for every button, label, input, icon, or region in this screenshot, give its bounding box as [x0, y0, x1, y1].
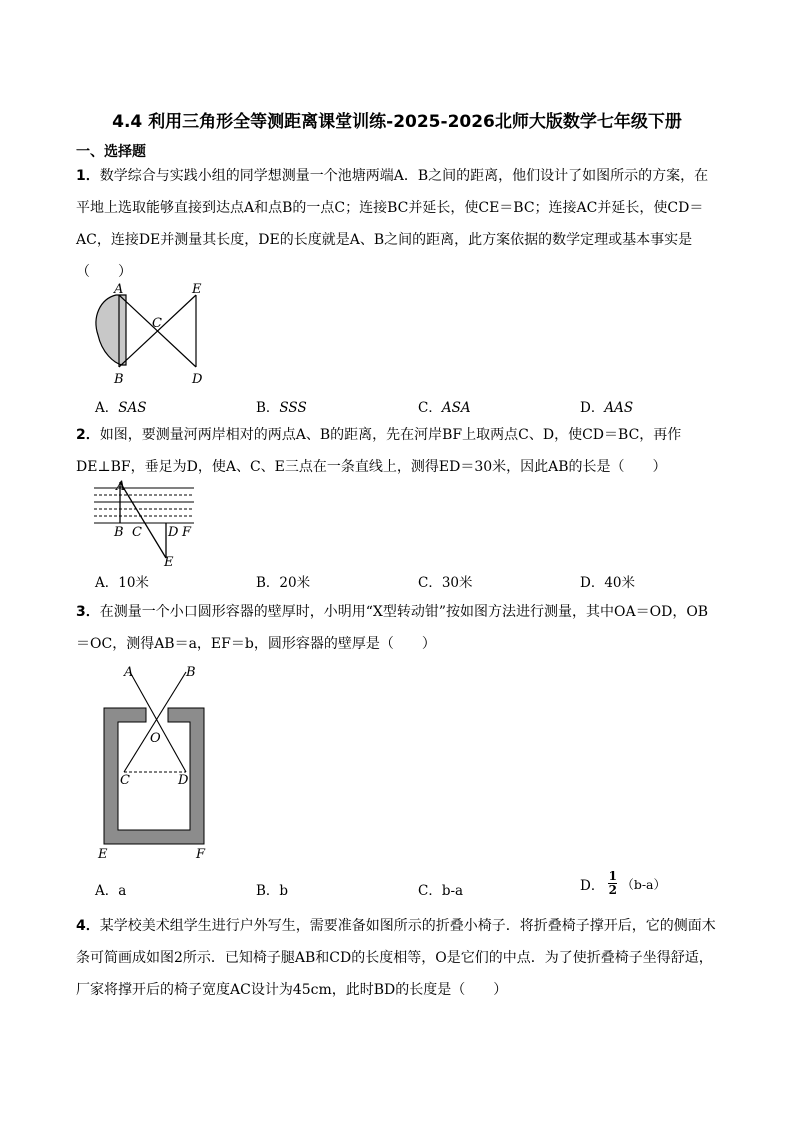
- q1-label-e: E: [192, 283, 202, 297]
- question-4-body: 某学校美术组学生进行户外写生，需要准备如图所示的折叠小椅子．将折叠椅子撑开后，它的侧面木条可简画成如图2所示．已知椅子腿AB和CD的长度相等，O是它们的中点．为了使折叠椅子坐得舒适，厂家将撑开后的椅子宽度AC设计为45cm，此时BD的长度是（ ）: [76, 918, 716, 998]
- q2-option-a[interactable]: A．10米: [95, 575, 149, 591]
- q3-option-a[interactable]: A．a: [95, 883, 127, 899]
- question-2-body: 如图，要测量河两岸相对的两点A、B的距离，先在河岸BF上取两点C、D，使CD＝BC，再作DE⊥BF，垂足为D，使A、C、E三点在一条直线上，测得ED＝30米，因此AB的长是（ ）: [76, 427, 682, 475]
- q3-label-e: E: [98, 847, 108, 862]
- q2-option-c[interactable]: C．30米: [418, 575, 473, 591]
- q2-label-d: D: [168, 525, 179, 540]
- q2-option-d[interactable]: D．40米: [580, 575, 636, 591]
- question-1-text: [76, 160, 722, 288]
- question-2-text: [76, 419, 722, 483]
- q1-option-d[interactable]: D．AAS: [580, 400, 634, 416]
- question-1-body: 数学综合与实践小组的同学想测量一个池塘两端A．B之间的距离，他们设计了如图所示的方案，在平地上选取能够直接到达点A和点B的一点C；连接BC并延长，使CE＝BC；连接AC并延长，使CD＝AC，连接DE并测量其长度，DE的长度就是A、B之间的距离，此方案依据的数学定理或基本事实是（ ）: [76, 168, 709, 280]
- q1-label-c: C: [152, 316, 162, 331]
- question-3-body: 在测量一个小口圆形容器的壁厚时，小明用“X型转动钳”按如图方法进行测量，其中OA＝OD，OB＝OC，测得AB＝a，EF＝b，圆形容器的壁厚是（ ）: [76, 604, 709, 652]
- q2-label-c: C: [132, 525, 142, 540]
- q1-label-b: B: [114, 372, 124, 387]
- section-heading: 一、选择题: [76, 144, 146, 160]
- question-4-text: [76, 910, 722, 1006]
- q3-option-c[interactable]: C．b-a: [418, 883, 464, 899]
- q2-label-b: B: [114, 525, 124, 540]
- question-4-number: 4．: [76, 918, 100, 934]
- q3-figure: [94, 660, 214, 862]
- fraction: 1 2: [608, 869, 617, 897]
- q1-label-d: D: [192, 372, 203, 387]
- q1-option-c[interactable]: C．ASA: [418, 400, 471, 416]
- question-2-number: 2．: [76, 427, 100, 443]
- q3-label-a: A: [124, 665, 134, 680]
- question-1-number: 1．: [76, 168, 100, 184]
- q1-option-b[interactable]: B．SSS: [256, 400, 307, 416]
- q1-option-a[interactable]: A．SAS: [95, 400, 147, 416]
- q3-label-d: D: [178, 773, 189, 788]
- q3-label-f: F: [196, 847, 206, 862]
- q1-figure: [82, 283, 222, 389]
- q1-label-a: A: [114, 283, 124, 297]
- q2-label-a: A: [116, 479, 126, 494]
- q2-label-e: E: [164, 555, 174, 568]
- q3-label-b: B: [186, 665, 196, 680]
- q3-label-c: C: [120, 773, 130, 788]
- question-3-number: 3．: [76, 604, 100, 620]
- q2-option-b[interactable]: B．20米: [256, 575, 311, 591]
- q2-label-f: F: [182, 525, 192, 540]
- q3-option-b[interactable]: B．b: [256, 883, 289, 899]
- q3-label-o: O: [150, 731, 161, 746]
- question-3-text: [76, 596, 722, 660]
- q3-option-d[interactable]: D． 1 2 （b-a）: [580, 869, 667, 897]
- q2-figure: [90, 478, 200, 568]
- page-title: 4.4 利用三角形全等测距离课堂训练-2025-2026北师大版数学七年级下册: [112, 112, 682, 132]
